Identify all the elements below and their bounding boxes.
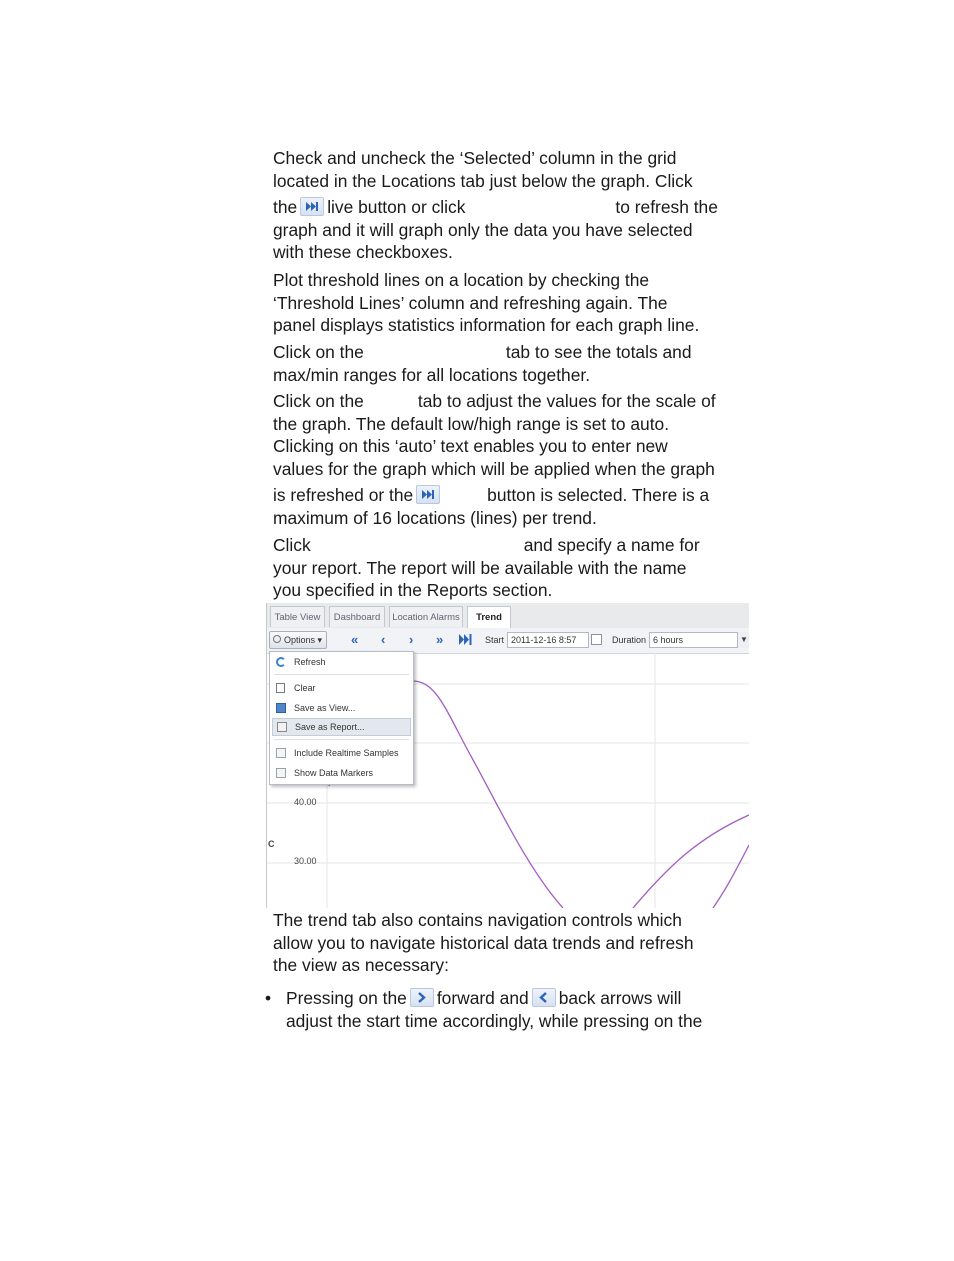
text-line: ‘Threshold Lines’ column and refreshing again. The (273, 292, 668, 313)
bullet-marker: • (265, 988, 272, 1008)
text-line: with these checkboxes. (273, 242, 453, 263)
tab-table-view[interactable]: Table View (270, 606, 325, 627)
text-line: graph and it will graph only the data you have selected (273, 219, 693, 240)
menu-item-refresh[interactable]: Refresh (270, 653, 413, 671)
calendar-icon[interactable] (591, 634, 602, 645)
text-line (286, 987, 746, 1010)
back-icon[interactable]: ‹ (381, 632, 386, 647)
options-menu (269, 651, 414, 785)
menu-divider (274, 674, 409, 675)
text-line: located in the Locations tab just below the graph. Click (273, 170, 693, 191)
text-fragment: Click (273, 535, 311, 555)
menu-item-save-view[interactable]: Save as View... (270, 699, 413, 717)
text-line: Clicking on this ‘auto’ text enables you to enter new (273, 436, 668, 457)
back-arrow-icon (532, 988, 556, 1007)
text-line: the view as necessary: (273, 955, 449, 976)
options-button[interactable] (269, 631, 327, 649)
text-fragment: is refreshed or the (273, 485, 414, 506)
trend-line (713, 845, 749, 908)
text-line: allow you to navigate historical data trends and refresh (273, 932, 694, 953)
paragraph-selected-column (273, 147, 753, 264)
checkbox-icon[interactable] (276, 748, 286, 758)
text-line: values for the graph which will be applied when the graph (273, 458, 715, 479)
paragraph-save-report (273, 534, 753, 602)
text-line: maximum of 16 locations (lines) per trend. (273, 507, 597, 528)
text-fragment: the (273, 197, 298, 218)
text-fragment: button is selected. There is a (487, 485, 710, 506)
text-line: you specified in the Reports section. (273, 580, 553, 601)
text-fragment: Click on the (273, 391, 364, 411)
double-forward-icon[interactable]: » (436, 632, 444, 647)
y-axis-unit: C (268, 839, 275, 849)
text-fragment: tab to see the totals and (505, 342, 692, 362)
text-line (273, 484, 753, 507)
start-input[interactable]: 2011-12-16 8:57 (507, 632, 589, 648)
refresh-icon (276, 657, 286, 667)
live-icon[interactable] (459, 634, 472, 648)
text-line: adjust the start time accordingly, while pressing on the (286, 1010, 703, 1031)
text-fragment: back arrows will (558, 988, 682, 1008)
menu-item-show-markers[interactable]: Show Data Markers (270, 764, 413, 782)
double-back-icon[interactable]: « (351, 632, 359, 647)
trend-screenshot (266, 603, 749, 908)
y-tick-label: 40.00 (294, 797, 317, 807)
bullet-forward-back (286, 987, 746, 1032)
checkbox-icon[interactable] (276, 768, 286, 778)
menu-item-save-report[interactable]: Save as Report... (272, 718, 411, 736)
text-line (273, 341, 753, 364)
tab-location-alarms[interactable]: Location Alarms (389, 606, 463, 627)
menu-item-include-realtime[interactable]: Include Realtime Samples (270, 744, 413, 762)
text-fragment: to refresh the (615, 197, 718, 218)
forward-arrow-icon (410, 988, 434, 1007)
duration-label: Duration (612, 635, 647, 645)
text-line: max/min ranges for all locations together. (273, 364, 591, 385)
save-icon (276, 703, 286, 713)
menu-item-clear[interactable]: Clear (270, 679, 413, 697)
text-fragment: Click on the (273, 342, 364, 362)
start-label: Start (485, 635, 505, 645)
paragraph-scale-tab (273, 390, 753, 530)
options-label: Options ▾ (284, 635, 323, 645)
y-tick-label: 30.00 (294, 856, 317, 866)
duration-select[interactable]: 6 hours (649, 632, 739, 648)
text-line (273, 196, 753, 219)
paragraph-threshold-lines (273, 269, 753, 337)
live-button-icon (416, 485, 440, 504)
paragraph-navigation-controls (273, 909, 753, 977)
text-line (273, 534, 753, 557)
trend-line (413, 681, 563, 908)
gear-icon (273, 635, 281, 643)
chevron-down-icon[interactable]: ▼ (737, 632, 749, 648)
text-line: Plot threshold lines on a location by checking the (273, 270, 650, 290)
text-fragment: forward and (436, 988, 529, 1008)
text-fragment: tab to adjust the values for the scale of (417, 391, 716, 411)
live-button-icon (300, 197, 324, 216)
tab-dashboard[interactable]: Dashboard (329, 606, 385, 627)
text-line: your report. The report will be available with the name (273, 557, 687, 578)
tab-trend[interactable]: Trend (467, 606, 511, 629)
paragraph-totals-tab (273, 341, 753, 386)
text-line: the graph. The default low/high range is set to auto. (273, 413, 670, 434)
text-line: panel displays statistics information for each graph line. (273, 315, 700, 336)
forward-icon[interactable]: › (409, 632, 414, 647)
text-line (273, 390, 753, 413)
report-icon (277, 722, 287, 732)
document-icon (276, 683, 285, 693)
menu-divider (274, 739, 409, 740)
text-fragment: Pressing on the (286, 988, 407, 1008)
text-fragment: and specify a name for (523, 535, 700, 555)
text-line: The trend tab also contains navigation controls which (273, 910, 682, 930)
text-line: Check and uncheck the ‘Selected’ column in the grid (273, 148, 677, 168)
tab-bar (267, 603, 749, 629)
trend-line (633, 815, 749, 908)
text-fragment: live button or click (327, 197, 466, 218)
